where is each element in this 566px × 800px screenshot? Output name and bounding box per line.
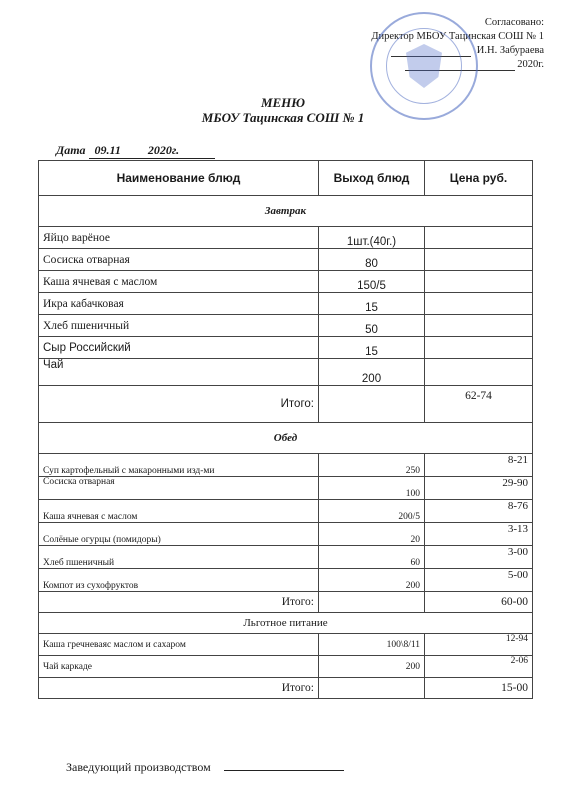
dish-name: Солёные огурцы (помидоры) xyxy=(39,523,319,546)
dish-output: 20 xyxy=(319,523,425,546)
total-price: 15-00 xyxy=(425,678,533,699)
dish-name: Каша ячневая с маслом xyxy=(39,271,319,293)
date-year: 2020г. xyxy=(147,143,180,157)
dish-price xyxy=(425,359,533,386)
footer-label: Заведующий производством xyxy=(66,760,211,774)
page-subtitle: МБОУ Тацинская СОШ № 1 xyxy=(201,110,365,125)
dish-price: 3-00 xyxy=(425,546,533,569)
table-row xyxy=(39,546,533,569)
dish-price xyxy=(425,249,533,271)
dish-name: Каша гречневаяс маслом и сахаром xyxy=(39,634,319,656)
total-label: Итого: xyxy=(39,592,319,613)
dish-name: Икра кабачковая xyxy=(39,293,319,315)
dish-price: 8-21 xyxy=(425,454,533,477)
dish-name: Компот из сухофруктов xyxy=(39,569,319,592)
section-label: Льготное питание xyxy=(39,613,533,634)
date-value-field xyxy=(89,143,215,159)
table-row xyxy=(39,315,533,337)
dish-name: Суп картофельный с макаронными изд-ми xyxy=(39,454,319,477)
dish-price xyxy=(425,271,533,293)
dish-output: 15 xyxy=(319,337,425,359)
dish-output: 200 xyxy=(319,569,425,592)
dish-name: Сосиска отварная xyxy=(39,249,319,271)
dish-output: 80 xyxy=(319,249,425,271)
column-header-name: Наименование блюд xyxy=(39,161,319,196)
table-row xyxy=(39,227,533,249)
dish-price: 2-06 xyxy=(425,656,533,678)
table-row xyxy=(39,337,533,359)
date-value: 09.11 xyxy=(94,143,121,157)
table-row xyxy=(39,500,533,523)
total-output xyxy=(319,678,425,699)
table-header-row xyxy=(39,161,533,196)
table-row xyxy=(39,454,533,477)
page-title: МЕНЮ xyxy=(260,95,306,110)
dish-name: Сосиска отварная xyxy=(39,477,319,500)
dish-name: Хлеб пшеничный xyxy=(39,315,319,337)
approval-heading: Согласовано: xyxy=(484,17,544,28)
dish-output: 60 xyxy=(319,546,425,569)
dish-output: 100\8/11 xyxy=(319,634,425,656)
section-label: Завтрак xyxy=(39,196,533,227)
column-header-price: Цена руб. xyxy=(425,161,533,196)
total-output xyxy=(319,386,425,423)
dish-name: Яйцо варёное xyxy=(39,227,319,249)
date-line-block xyxy=(56,143,215,159)
table-row xyxy=(39,634,533,656)
dish-price xyxy=(425,315,533,337)
dish-output: 15 xyxy=(319,293,425,315)
approval-director-name: И.Н. Забураева xyxy=(476,45,544,56)
dish-price: 3-13 xyxy=(425,523,533,546)
signature-line xyxy=(224,758,344,771)
dish-output: 50 xyxy=(319,315,425,337)
footer-signature xyxy=(66,758,344,775)
dish-output: 200 xyxy=(319,359,425,386)
table-row xyxy=(39,359,533,386)
dish-price: 5-00 xyxy=(425,569,533,592)
column-header-output: Выход блюд xyxy=(319,161,425,196)
total-price: 62-74 xyxy=(425,386,533,423)
dish-price xyxy=(425,293,533,315)
benefit-total-row xyxy=(39,678,533,699)
dish-name: Сыр Российский xyxy=(39,337,319,359)
menu-table xyxy=(38,160,533,699)
lunch-total-row xyxy=(39,592,533,613)
table-row xyxy=(39,656,533,678)
dish-name: Чай каркаде xyxy=(39,656,319,678)
total-label: Итого: xyxy=(39,678,319,699)
dish-price xyxy=(425,227,533,249)
dish-name: Чай xyxy=(39,359,319,386)
section-lunch xyxy=(39,423,533,454)
table-row xyxy=(39,523,533,546)
table-row xyxy=(39,569,533,592)
dish-output: 250 xyxy=(319,454,425,477)
dish-output: 200/5 xyxy=(319,500,425,523)
table-row xyxy=(39,271,533,293)
section-breakfast xyxy=(39,196,533,227)
dish-name: Каша ячневая с маслом xyxy=(39,500,319,523)
table-row xyxy=(39,293,533,315)
dish-price: 12-94 xyxy=(425,634,533,656)
dish-name: Хлеб пшеничный xyxy=(39,546,319,569)
table-row xyxy=(39,477,533,500)
total-output xyxy=(319,592,425,613)
breakfast-total-row xyxy=(39,386,533,423)
section-label: Обед xyxy=(39,423,533,454)
dish-output: 100 xyxy=(319,477,425,500)
dish-output: 1шт.(40г.) xyxy=(319,227,425,249)
dish-price xyxy=(425,337,533,359)
approval-date: 2020г. xyxy=(517,59,544,70)
date-label: Дата xyxy=(56,143,86,157)
dish-price: 8-76 xyxy=(425,500,533,523)
dish-output: 200 xyxy=(319,656,425,678)
section-benefit xyxy=(39,613,533,634)
table-row xyxy=(39,249,533,271)
dish-output: 150/5 xyxy=(319,271,425,293)
total-label: Итого: xyxy=(39,386,319,423)
approval-position: Директор МБОУ Тацинская СОШ № 1 xyxy=(371,31,544,42)
total-price: 60-00 xyxy=(425,592,533,613)
dish-price: 29-90 xyxy=(425,477,533,500)
